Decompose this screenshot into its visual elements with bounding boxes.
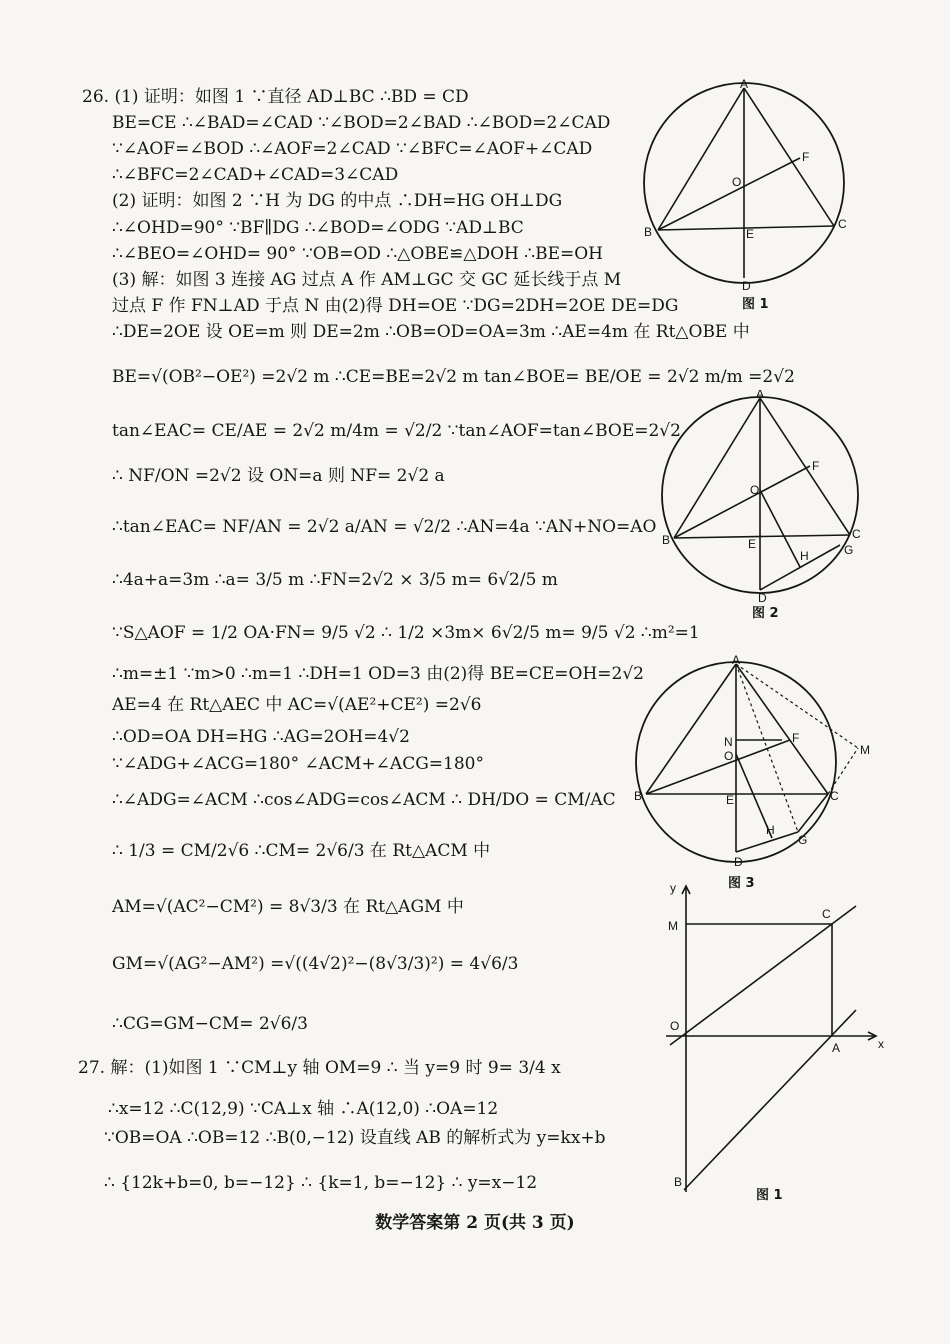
point-label: B xyxy=(644,225,653,239)
point-label: M xyxy=(860,743,870,757)
point-label: C xyxy=(852,527,861,541)
solution-line: ∴m=±1 ∵m>0 ∴m=1 ∴DH=1 OD=3 由(2)得 BE=CE=OH=2√2 xyxy=(112,664,644,684)
solution-line: 26. (1) 证明：如图 1 ∵直径 AD⊥BC ∴BD = CD xyxy=(82,87,469,107)
point-label: G xyxy=(844,543,854,557)
point-label: A xyxy=(832,1041,841,1055)
point-label: E xyxy=(746,227,755,241)
solution-line: AM=√(AC²−CM²) = 8√3/3 在 Rt△AGM 中 xyxy=(112,897,464,917)
solution-line: ∴ {12k+b=0, b=−12} ∴ {k=1, b=−12} ∴ y=x−12 xyxy=(104,1173,538,1193)
solution-line: 27. 解：(1)如图 1 ∵CM⊥y 轴 OM=9 ∴ 当 y=9 时 9= 3/4 x xyxy=(78,1058,561,1078)
solution-line: ∴∠OHD=90° ∵BF∥DG ∴∠BOD=∠ODG ∵AD⊥BC xyxy=(112,218,524,238)
point-label: C xyxy=(822,907,831,921)
figure-3-circle xyxy=(632,652,882,874)
axis-label: y xyxy=(670,881,676,895)
solution-line: (3) 解：如图 3 连接 AG 过点 A 作 AM⊥GC 交 GC 延长线于点 M xyxy=(112,270,622,290)
solution-line: ∴x=12 ∴C(12,9) ∵CA⊥x 轴 ∴A(12,0) ∴OA=12 xyxy=(108,1099,499,1119)
solution-line: 过点 F 作 FN⊥AD 于点 N 由(2)得 DH=OE ∵DG=2DH=2OE DE=DG xyxy=(112,296,679,316)
point-label: F xyxy=(792,731,800,745)
figure-4-caption: 图 1 xyxy=(756,1188,783,1203)
figure-1-caption: 图 1 xyxy=(742,297,769,312)
point-label: A xyxy=(756,390,765,401)
point-label: O xyxy=(732,175,742,189)
point-label: C xyxy=(838,217,847,231)
point-label: E xyxy=(726,793,735,807)
point-label: N xyxy=(724,735,733,749)
axis-label: x xyxy=(878,1037,884,1051)
point-label: D xyxy=(742,279,751,293)
solution-line: ∴tan∠EAC= NF/AN = 2√2 a/AN = √2/2 ∴AN=4a ∵AN+NO=AO xyxy=(112,517,657,537)
figure-coordinate-graph xyxy=(656,880,896,1200)
point-label: O xyxy=(724,749,734,763)
solution-line: ∴∠BEO=∠OHD= 90° ∵OB=OD ∴△OBE≌△DOH ∴BE=OH xyxy=(112,244,603,264)
point-label: O xyxy=(750,483,760,497)
solution-line: ∴ 1/3 = CM/2√6 ∴CM= 2√6/3 在 Rt△ACM 中 xyxy=(112,841,491,861)
point-label: B xyxy=(662,533,671,547)
point-label: E xyxy=(748,537,757,551)
figure-2-caption: 图 2 xyxy=(752,606,779,621)
point-label: D xyxy=(758,591,767,605)
solution-line: ∴OD=OA DH=HG ∴AG=2OH=4√2 xyxy=(112,727,410,747)
solution-line: AE=4 在 Rt△AEC 中 AC=√(AE²+CE²) =2√6 xyxy=(112,695,482,715)
figure-1-circle xyxy=(640,78,860,298)
point-label: F xyxy=(802,150,810,164)
solution-line: GM=√(AG²−AM²) =√((4√2)²−(8√3/3)²) = 4√6/3 xyxy=(112,954,519,974)
point-label: H xyxy=(766,823,775,837)
point-label: H xyxy=(800,549,809,563)
point-label: G xyxy=(798,833,808,847)
point-label: A xyxy=(740,78,749,91)
solution-line: ∴4a+a=3m ∴a= 3/5 m ∴FN=2√2 × 3/5 m= 6√2/5 m xyxy=(112,570,558,590)
point-label: B xyxy=(674,1175,683,1189)
solution-line: ∴∠ADG=∠ACM ∴cos∠ADG=cos∠ACM ∴ DH/DO = CM/AC xyxy=(112,790,616,810)
solution-line: ∴ NF/ON =2√2 设 ON=a 则 NF= 2√2 a xyxy=(112,466,445,486)
point-label: M xyxy=(668,919,678,933)
solution-line: ∴DE=2OE 设 OE=m 则 DE=2m ∴OB=OD=OA=3m ∴AE=4m 在 Rt△OBE 中 xyxy=(112,322,750,342)
solution-line: ∵S△AOF = 1/2 OA·FN= 9/5 √2 ∴ 1/2 ×3m× 6√2/5 m= 9/5 √2 ∴m²=1 xyxy=(112,623,700,643)
point-label: F xyxy=(812,459,820,473)
figure-3-caption: 图 3 xyxy=(728,876,755,891)
figure-2-circle xyxy=(650,390,870,605)
solution-line: ∵∠ADG+∠ACG=180° ∠ACM+∠ACG=180° xyxy=(112,754,484,774)
point-label: C xyxy=(830,789,839,803)
point-label: A xyxy=(732,653,741,667)
solution-line: BE=CE ∴∠BAD=∠CAD ∵∠BOD=2∠BAD ∴∠BOD=2∠CAD xyxy=(112,113,611,133)
point-label: B xyxy=(634,789,643,803)
solution-line: ∵∠AOF=∠BOD ∴∠AOF=2∠CAD ∵∠BFC=∠AOF+∠CAD xyxy=(112,139,593,159)
page-footer: 数学答案第 2 页(共 3 页) xyxy=(375,1213,575,1233)
solution-line: ∴CG=GM−CM= 2√6/3 xyxy=(112,1014,308,1034)
point-label: D xyxy=(734,855,743,869)
solution-line: ∴∠BFC=2∠CAD+∠CAD=3∠CAD xyxy=(112,165,399,185)
solution-line: BE=√(OB²−OE²) =2√2 m ∴CE=BE=2√2 m tan∠BOE= BE/OE = 2√2 m/m =2√2 xyxy=(112,367,795,387)
solution-line: ∵OB=OA ∴OB=12 ∴B(0,−12) 设直线 AB 的解析式为 y=kx+b xyxy=(104,1128,606,1148)
point-label: O xyxy=(670,1019,680,1033)
solution-line: tan∠EAC= CE/AE = 2√2 m/4m = √2/2 ∵tan∠AOF=tan∠BOE=2√2 xyxy=(112,421,681,441)
solution-line: (2) 证明：如图 2 ∵H 为 DG 的中点 ∴DH=HG OH⊥DG xyxy=(112,191,563,211)
